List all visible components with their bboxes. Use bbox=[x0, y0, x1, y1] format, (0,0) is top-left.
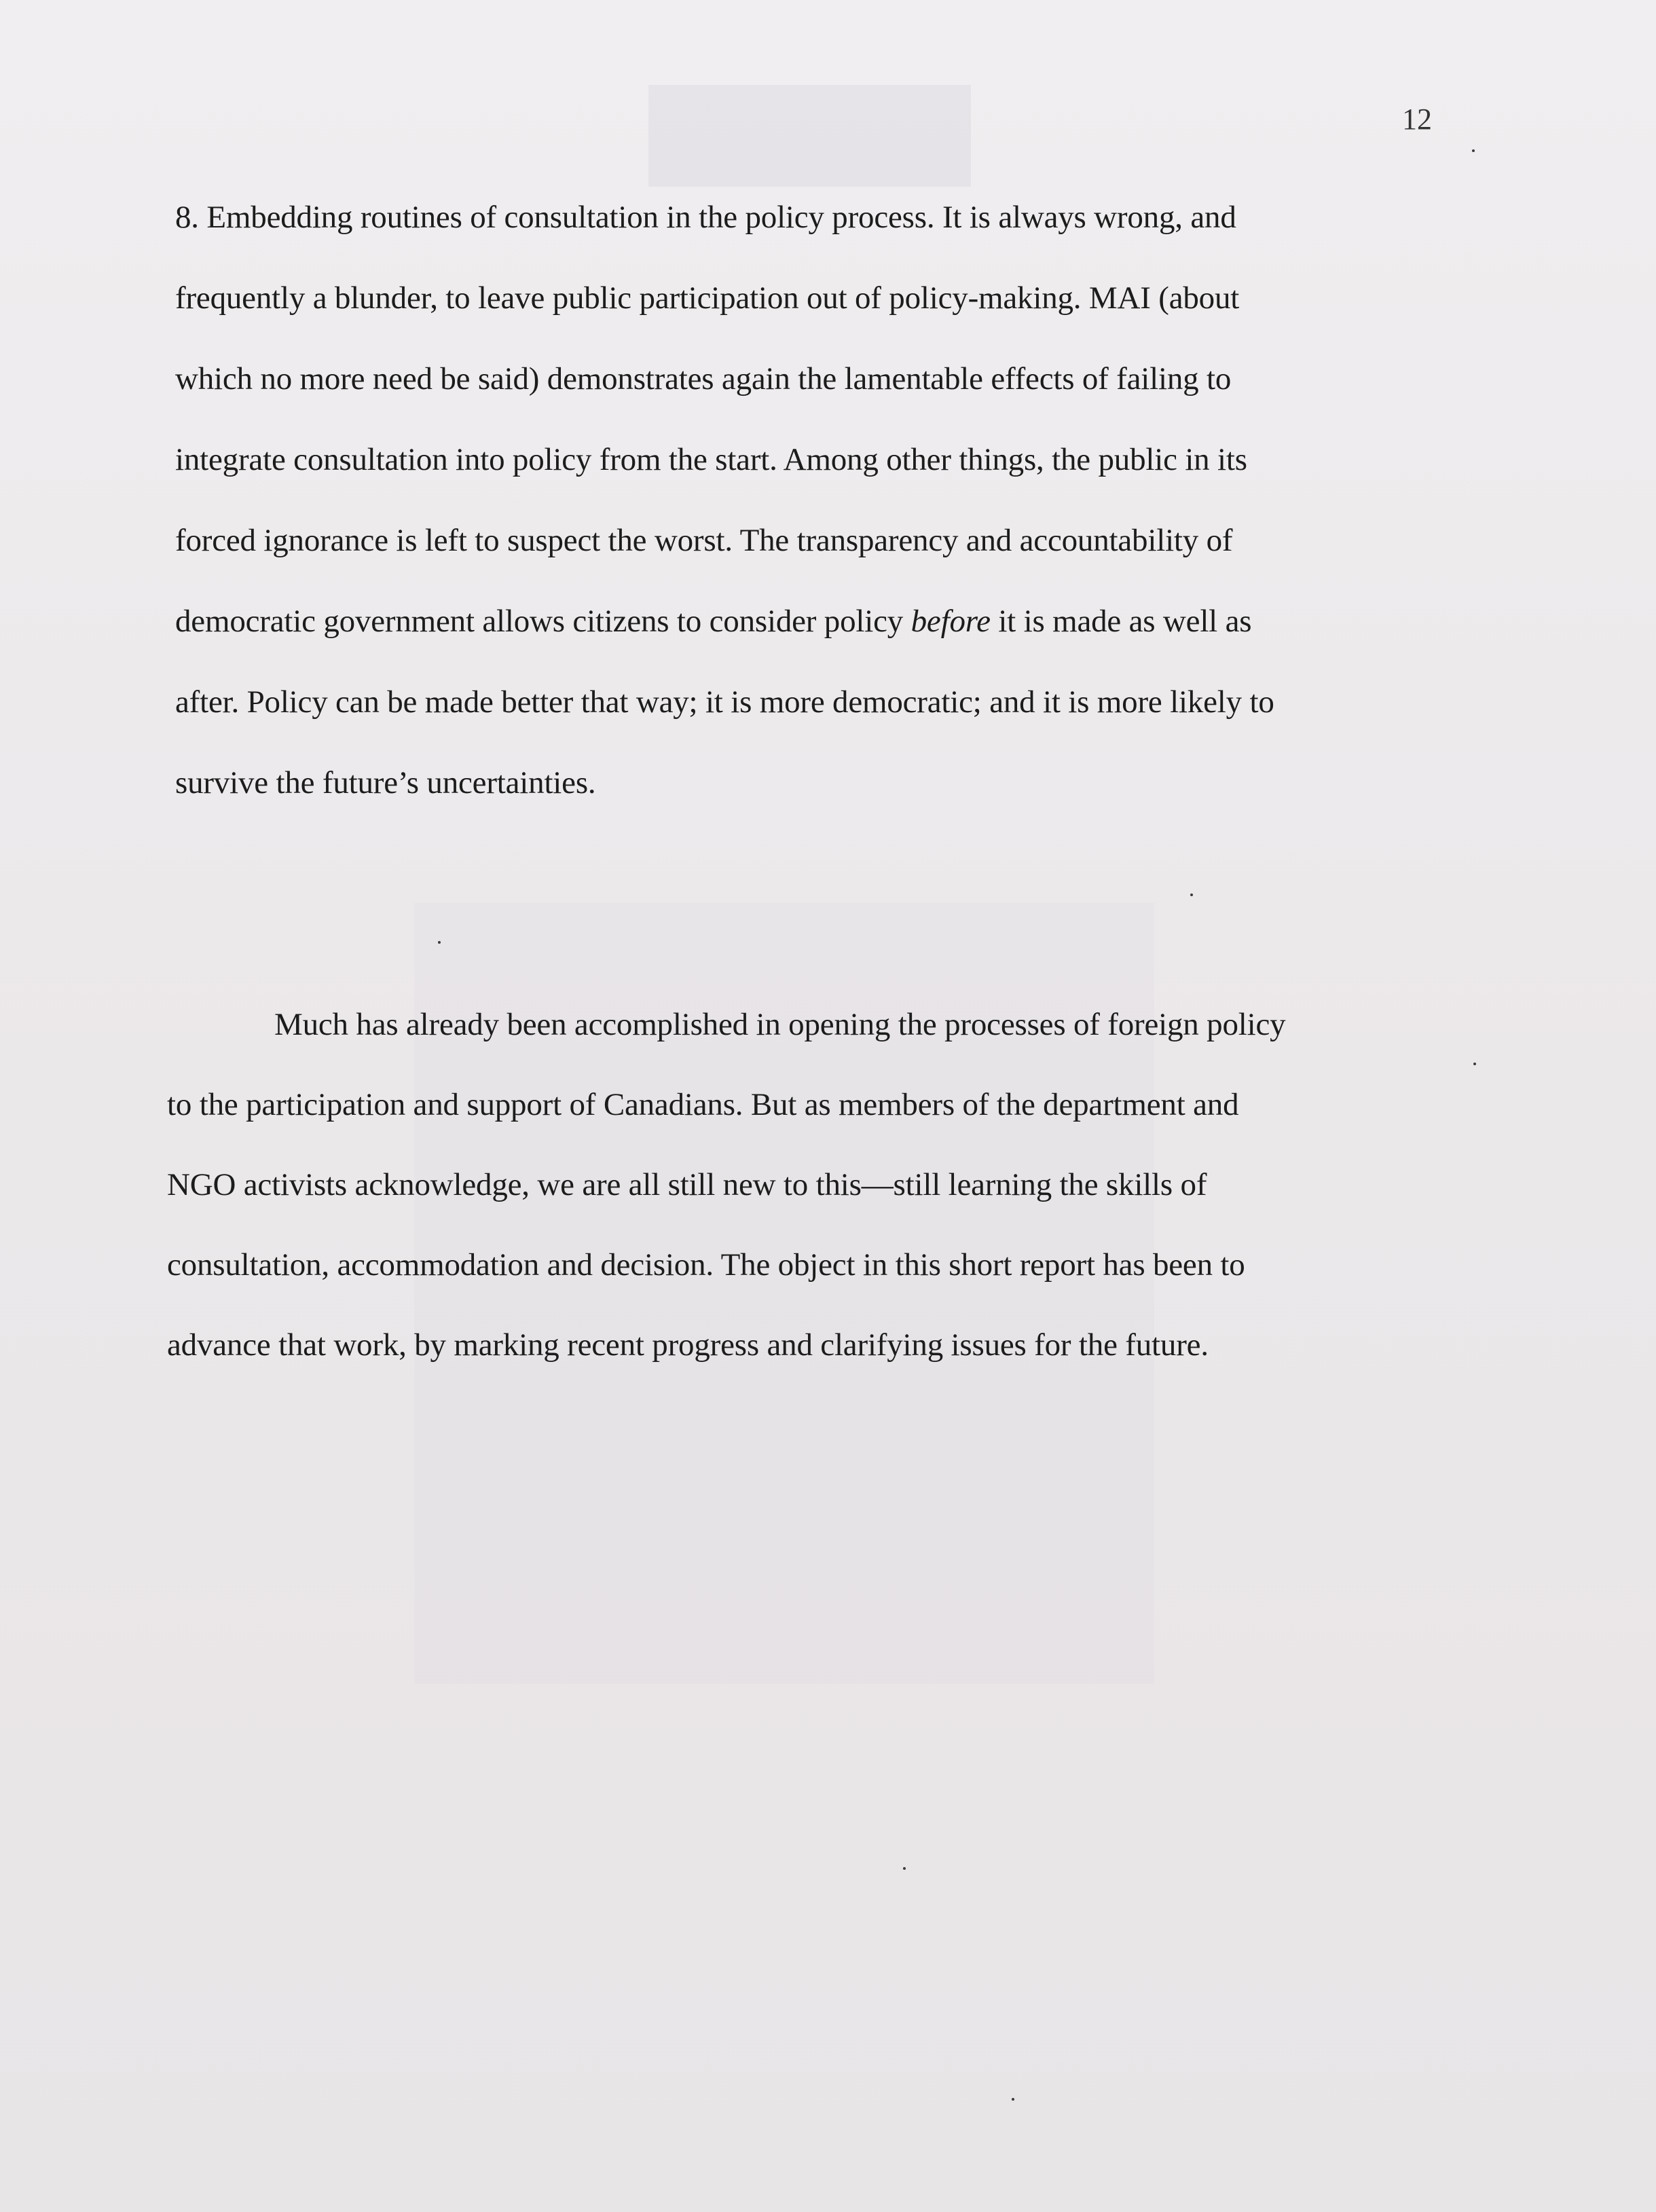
text-line: to the participation and support of Canadians. But as members of the department and bbox=[167, 1087, 1239, 1122]
show-through-stamp bbox=[648, 85, 971, 187]
text-line: advance that work, by marking recent progress and clarifying issues for the future. bbox=[167, 1327, 1209, 1363]
text-line: integrate consultation into policy from the start. Among other things, the public in its bbox=[175, 442, 1247, 477]
text-line: after. Policy can be made better that way; it is more democratic; and it is more likely to bbox=[175, 684, 1274, 720]
text-line: which no more need be said) demonstrates again the lamentable effects of failing to bbox=[175, 361, 1232, 397]
text-line: frequently a blunder, to leave public participation out of policy-making. MAI (about bbox=[175, 280, 1240, 316]
text-line: Much has already been accomplished in opening the processes of foreign policy bbox=[274, 1007, 1286, 1042]
text-segment: democratic government allows citizens to consider policy bbox=[175, 604, 911, 639]
scan-speck bbox=[438, 941, 441, 944]
text-segment: it is made as well as bbox=[998, 604, 1252, 639]
scan-speck bbox=[1472, 149, 1475, 152]
text-line: 8. Embedding routines of consultation in the policy process. It is always wrong, and bbox=[175, 200, 1236, 235]
scan-speck bbox=[903, 1867, 906, 1870]
text-line bbox=[175, 603, 1251, 640]
emphasis-text: before bbox=[910, 604, 991, 639]
text-line: forced ignorance is left to suspect the worst. The transparency and accountability of bbox=[175, 523, 1233, 558]
page-number: 12 bbox=[1402, 103, 1432, 136]
text-line: consultation, accommodation and decision. The object in this short report has been to bbox=[167, 1247, 1245, 1283]
text-line: survive the future’s uncertainties. bbox=[175, 765, 596, 800]
scan-speck bbox=[1012, 2098, 1014, 2101]
scan-speck bbox=[1190, 893, 1193, 896]
text-line: NGO activists acknowledge, we are all still new to this—still learning the skills of bbox=[167, 1167, 1207, 1202]
scan-speck bbox=[1473, 1063, 1476, 1065]
